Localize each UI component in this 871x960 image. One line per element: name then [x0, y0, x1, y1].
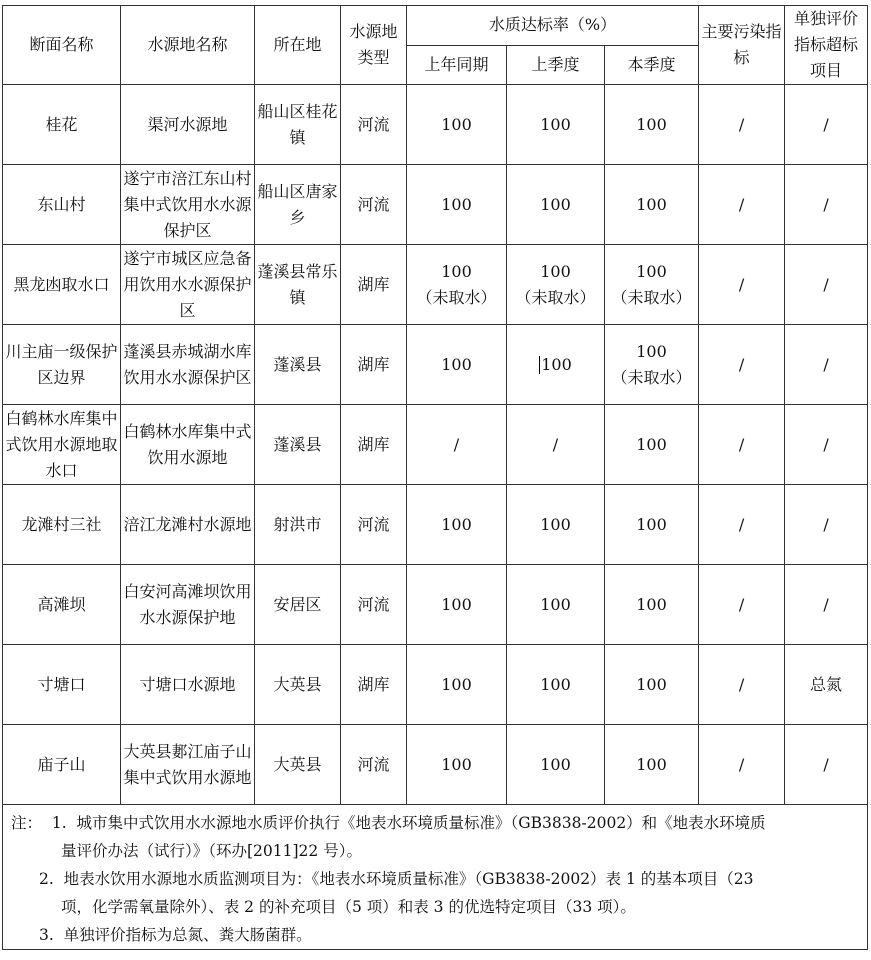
cell-this-quarter-value: 100 [636, 594, 667, 614]
cell-source-name: 涪江龙滩村水源地 [121, 485, 255, 565]
cell-section: 高滩坝 [3, 565, 121, 645]
cell-main-pollutant: / [699, 485, 785, 565]
cell-this-quarter [605, 165, 699, 245]
cell-single-exceed: 总氮 [785, 645, 868, 725]
cell-main-pollutant: / [699, 725, 785, 805]
header-section: 断面名称 [3, 6, 121, 85]
cell-last-year [407, 565, 507, 645]
note-prefix: 注： [11, 814, 43, 832]
cell-last-quarter [507, 85, 605, 165]
cell-this-quarter [605, 325, 699, 405]
header-last-quarter: 上季度 [507, 45, 605, 85]
cell-last-quarter [507, 645, 605, 725]
cell-this-quarter-value: 100 [636, 194, 667, 214]
cell-last-year [407, 85, 507, 165]
cell-location: 船山区桂花镇 [255, 85, 341, 165]
cell-this-quarter-value: 100 [636, 754, 667, 774]
cell-section: 龙滩村三社 [3, 485, 121, 565]
cell-type: 河流 [341, 725, 407, 805]
text-cursor-mark [539, 356, 540, 374]
cell-main-pollutant: / [699, 85, 785, 165]
cell-last-quarter [507, 405, 605, 485]
note-3-text: 单独评价指标为总氮、粪大肠菌群。 [63, 926, 312, 944]
cell-source-name: 白安河高滩坝饮用水水源保护地 [121, 565, 255, 645]
cell-last-year-value: 100 [441, 514, 472, 534]
cell-last-quarter-value: 100 [540, 754, 571, 774]
cell-type: 湖库 [341, 245, 407, 325]
header-source-name: 水源地名称 [121, 6, 255, 85]
cell-this-quarter-value: 100 [636, 434, 667, 454]
cell-last-year [407, 485, 507, 565]
cell-section: 桂花 [3, 85, 121, 165]
cell-main-pollutant: / [699, 325, 785, 405]
table-row [3, 645, 868, 725]
cell-section: 寸塘口 [3, 645, 121, 725]
cell-last-quarter-value: 100 [541, 354, 572, 374]
notes-cell [3, 805, 868, 950]
cell-last-quarter-value: 100 [540, 261, 571, 281]
header-last-year: 上年同期 [407, 45, 507, 85]
header-single-exceed: 单独评价指标超标项目 [785, 6, 868, 85]
cell-single-exceed: / [785, 405, 868, 485]
cell-last-quarter-value: 100 [540, 194, 571, 214]
cell-type: 湖库 [341, 405, 407, 485]
table-row [3, 565, 868, 645]
cell-location: 船山区唐家乡 [255, 165, 341, 245]
cell-this-quarter [605, 565, 699, 645]
cell-single-exceed: / [785, 165, 868, 245]
note-1-number: 1. [51, 814, 67, 832]
note-1-text: 城市集中式饮用水水源地水质评价执行《地表水环境质量标准》（GB3838-2002）和《地表水环境质 [76, 814, 766, 832]
cell-last-year [407, 725, 507, 805]
table-row [3, 245, 868, 325]
cell-single-exceed: / [785, 245, 868, 325]
cell-last-quarter [507, 485, 605, 565]
header-row-1 [3, 6, 868, 46]
cell-source-name: 蓬溪县赤城湖水库饮用水水源保护区 [121, 325, 255, 405]
cell-single-exceed: / [785, 325, 868, 405]
note-2 [11, 865, 861, 893]
table-row [3, 325, 868, 405]
cell-last-quarter-value: / [552, 434, 559, 454]
cell-this-quarter [605, 725, 699, 805]
cell-source-name: 寸塘口水源地 [121, 645, 255, 725]
cell-type: 河流 [341, 565, 407, 645]
cell-last-year-note: （未取水） [416, 287, 497, 307]
cell-last-quarter-note: （未取水） [515, 287, 596, 307]
cell-last-year [407, 645, 507, 725]
cell-main-pollutant: / [699, 645, 785, 725]
cell-section: 川主庙一级保护区边界 [3, 325, 121, 405]
table-row [3, 165, 868, 245]
cell-last-year-value: 100 [441, 261, 472, 281]
cell-this-quarter [605, 85, 699, 165]
cell-section: 白鹤林水库集中式饮用水源地取水口 [3, 405, 121, 485]
cell-location: 射洪市 [255, 485, 341, 565]
note-2-text: 地表水饮用水源地水质监测项目为：《地表水环境质量标准》（GB3838-2002）表 1 的基本项目（23 [63, 870, 754, 888]
cell-main-pollutant: / [699, 565, 785, 645]
cell-this-quarter-value: 100 [636, 674, 667, 694]
cell-last-quarter [507, 725, 605, 805]
cell-last-year-value: 100 [441, 754, 472, 774]
note-2-cont [11, 893, 861, 921]
cell-last-year [407, 325, 507, 405]
cell-single-exceed: / [785, 565, 868, 645]
cell-last-quarter [507, 245, 605, 325]
header-location: 所在地 [255, 6, 341, 85]
cell-last-year-value: 100 [441, 674, 472, 694]
header-this-quarter: 本季度 [605, 45, 699, 85]
cell-location: 大英县 [255, 645, 341, 725]
cell-location: 安居区 [255, 565, 341, 645]
cell-this-quarter [605, 645, 699, 725]
note-1-cont [11, 837, 861, 865]
cell-this-quarter-note: （未取水） [611, 367, 692, 387]
cell-location: 蓬溪县常乐镇 [255, 245, 341, 325]
cell-single-exceed: / [785, 485, 868, 565]
cell-this-quarter-note: （未取水） [611, 287, 692, 307]
cell-location: 蓬溪县 [255, 325, 341, 405]
water-quality-table [2, 5, 868, 950]
cell-section: 黑龙凼取水口 [3, 245, 121, 325]
notes-row [3, 805, 868, 950]
cell-this-quarter [605, 245, 699, 325]
header-rate-group: 水质达标率（%） [407, 6, 699, 46]
cell-this-quarter-value: 100 [636, 114, 667, 134]
note-3-number: 3. [39, 926, 54, 944]
cell-last-quarter [507, 165, 605, 245]
cell-source-name: 遂宁市涪江东山村集中式饮用水水源保护区 [121, 165, 255, 245]
note-3 [11, 921, 861, 949]
cell-main-pollutant: / [699, 165, 785, 245]
cell-this-quarter-value: 100 [636, 514, 667, 534]
cell-source-name: 大英县郪江庙子山集中式饮用水源地 [121, 725, 255, 805]
cell-last-year-value: 100 [441, 114, 472, 134]
cell-last-quarter [507, 325, 605, 405]
cell-type: 河流 [341, 85, 407, 165]
cell-last-year-value: 100 [441, 594, 472, 614]
cell-main-pollutant: / [699, 245, 785, 325]
header-main-pollutant: 主要污染指标 [699, 6, 785, 85]
cell-source-name: 遂宁市城区应急备用饮用水水源保护区 [121, 245, 255, 325]
table-row [3, 485, 868, 565]
cell-last-quarter-value: 100 [540, 514, 571, 534]
cell-source-name: 渠河水源地 [121, 85, 255, 165]
cell-this-quarter [605, 485, 699, 565]
note-1 [11, 809, 861, 837]
cell-this-quarter-value: 100 [636, 261, 667, 281]
cell-last-quarter-value: 100 [540, 674, 571, 694]
cell-section: 庙子山 [3, 725, 121, 805]
cell-last-quarter-value: 100 [540, 594, 571, 614]
cell-last-year [407, 245, 507, 325]
table-row [3, 725, 868, 805]
cell-source-name: 白鹤林水库集中式饮用水源地 [121, 405, 255, 485]
header-source-type: 水源地类型 [341, 6, 407, 85]
cell-last-year [407, 165, 507, 245]
cell-type: 湖库 [341, 325, 407, 405]
note-1-text-2: 量评价办法（试行）》（环办[2011]22 号）。 [61, 842, 362, 860]
cell-section: 东山村 [3, 165, 121, 245]
cell-last-year [407, 405, 507, 485]
cell-type: 河流 [341, 165, 407, 245]
cell-last-year-value: / [453, 434, 460, 454]
table-row [3, 405, 868, 485]
cell-type: 河流 [341, 485, 407, 565]
cell-single-exceed: / [785, 725, 868, 805]
table-row [3, 85, 868, 165]
note-2-number: 2. [39, 870, 54, 888]
cell-last-quarter [507, 565, 605, 645]
cell-location: 大英县 [255, 725, 341, 805]
cell-last-quarter-value: 100 [540, 114, 571, 134]
cell-last-year-value: 100 [441, 194, 472, 214]
cell-this-quarter [605, 405, 699, 485]
cell-single-exceed: / [785, 85, 868, 165]
cell-this-quarter-value: 100 [636, 341, 667, 361]
cell-type: 湖库 [341, 645, 407, 725]
cell-location: 蓬溪县 [255, 405, 341, 485]
note-2-text-2: 项，化学需氧量除外）、表 2 的补充项目（5 项）和表 3 的优选特定项目（33 项）。 [61, 898, 636, 916]
cell-last-year-value: 100 [441, 354, 472, 374]
cell-main-pollutant: / [699, 405, 785, 485]
